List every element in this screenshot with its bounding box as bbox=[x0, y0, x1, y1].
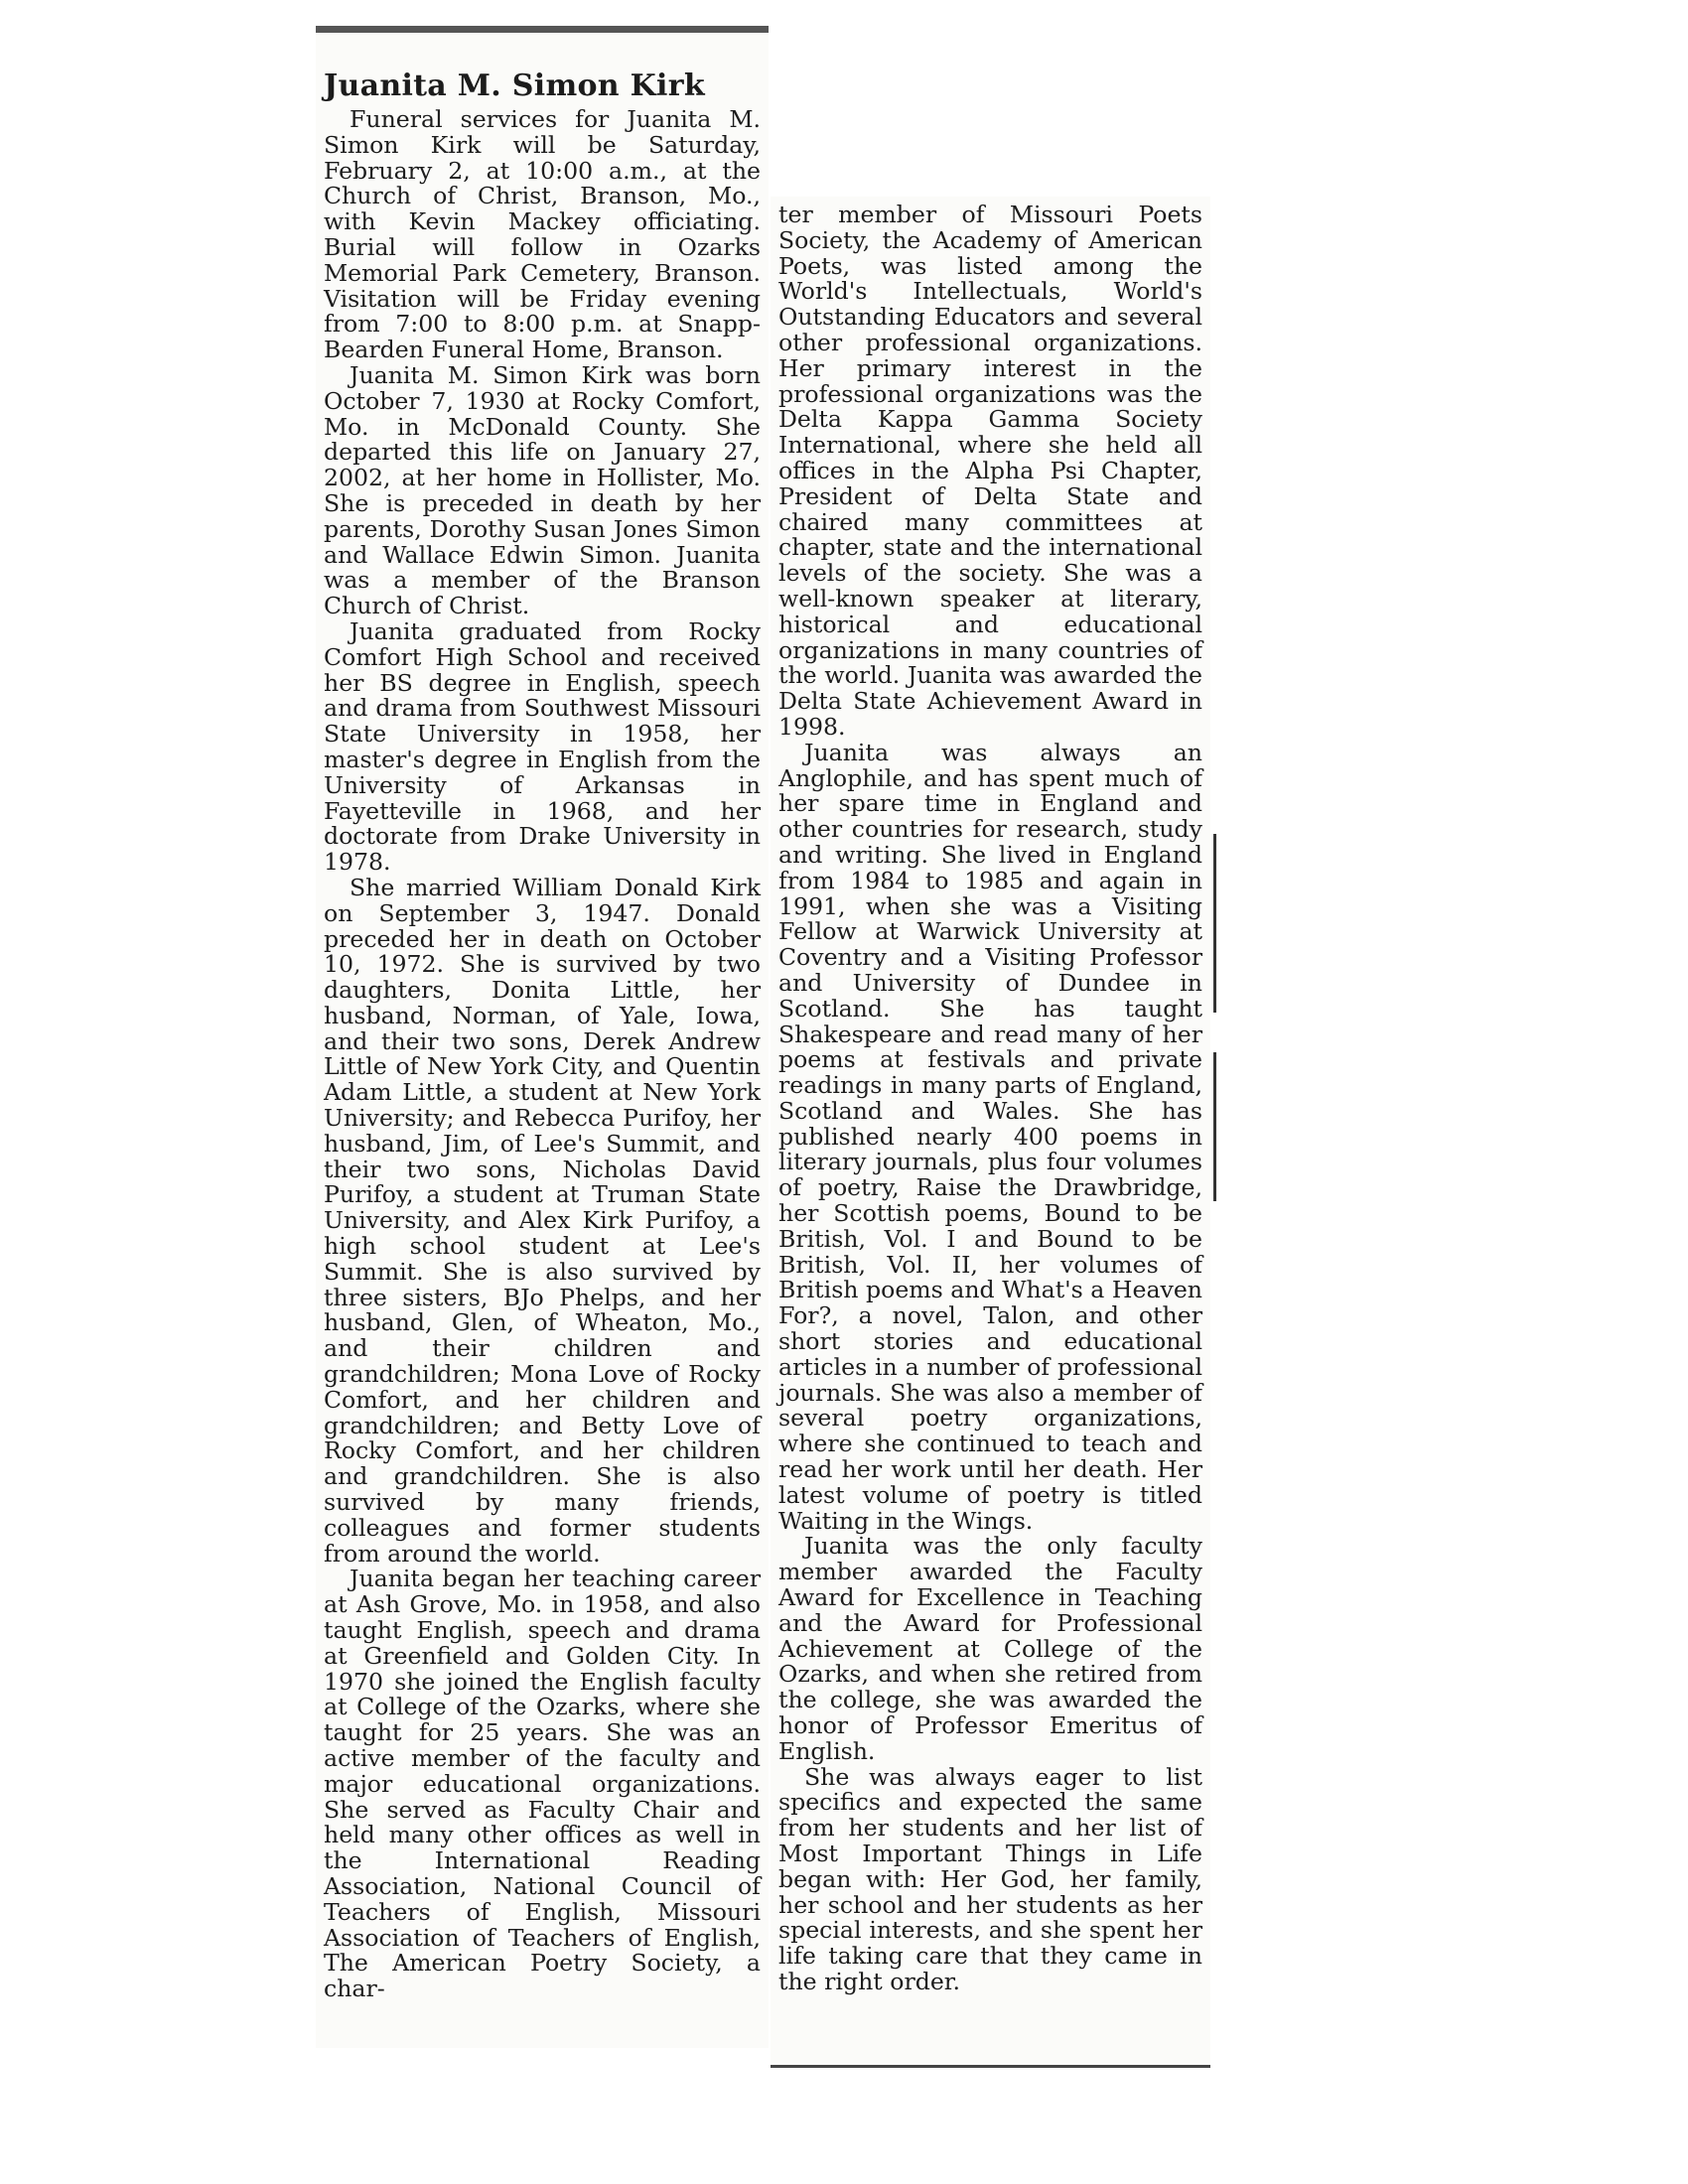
cut-column-edge bbox=[1213, 1052, 1216, 1201]
paragraph: Funeral services for Juanita M. Simon Kirk will be Saturday, February 2, at 10:00 a.m., at the Church of Christ, Branson, Mo., with Kevin Mackey officiating. Burial will follow in Ozarks Memorial Park Cemetery, Branson. Visitation will be Friday evening from 7:00 to 8:00 p.m. at Snapp-Bearden Funeral Home, Branson. bbox=[324, 105, 761, 364]
obituary-headline: Juanita M. Simon Kirk bbox=[324, 68, 705, 103]
article-body-left bbox=[324, 107, 761, 2002]
clipping-column-left bbox=[316, 26, 769, 2048]
cut-column-edge bbox=[1213, 834, 1216, 1013]
paragraph: Juanita was always an Anglophile, and has spent much of her spare time in England and other countries for research, study and writing. She lived in England from 1984 to 1985 and again in 1991, when she was a Visiting Fellow at Warwick University at Coventry and a Visiting Professor and University of Dundee in Scotland. She has taught Shakespeare and read many of her poems at festivals and private readings in many parts of England, Scotland and Wales. She has published nearly 400 poems in literary journals, plus four volumes of poetry, Raise the Drawbridge, her Scottish poems, Bound to be British, Vol. I and Bound to be British, Vol. II, her volumes of British poems and What's a Heaven For?, a novel, Talon, and other short stories and educational articles in a number of professional journals. She was also a member of several poetry organizations, where she continued to teach and read her work until her death. Her latest volume of poetry is titled Waiting in the Wings. bbox=[778, 738, 1202, 1535]
clipping-column-right bbox=[771, 197, 1210, 2068]
bottom-rule bbox=[771, 2065, 1210, 2068]
paragraph-continued: ter member of Missouri Poets Society, the Academy of American Poets, was listed among the World's Intellectuals, World's Outstanding Educators and several other professional organizations. Her primary interest in the professional organizations was the Delta Kappa Gamma Society International, where she held all offices in the Alpha Psi Chapter, President of Delta State and chaired many committees at chapter, state and the international levels of the society. She was a well-known speaker at literary, historical and educational organizations in many countries of the world. Juanita was awarded the Delta State Achievement Award in 1998. bbox=[778, 201, 1202, 741]
article-body-right bbox=[778, 203, 1202, 1995]
paragraph: Juanita was the only faculty member awarded the Faculty Award for Excellence in Teaching and the Award for Professional Achievement at College of the Ozarks, and when she retired from the college, she was awarded the honor of Professor Emeritus of English. bbox=[778, 1532, 1202, 1765]
paragraph: She was always eager to list specifics and expected the same from her students and her list of Most Important Things in Life began with: Her God, her family, her school and her students as her special interests, and she spent her life taking care that they came in the right order. bbox=[778, 1762, 1202, 1995]
paragraph: Juanita graduated from Rocky Comfort High School and received her BS degree in English, speech and drama from Southwest Missouri State University in 1958, her master's degree in English from the University of Arkansas in Fayetteville in 1968, and her doctorate from Drake University in 1978. bbox=[324, 616, 761, 877]
paragraph: She married William Donald Kirk on September 3, 1947. Donald preceded her in death on October 10, 1972. She is survived by two daughters, Donita Little, her husband, Norman, of Yale, Iowa, and their two sons, Derek Andrew Little of New York City, and Quentin Adam Little, a student at New York University; and Rebecca Purifoy, her husband, Jim, of Lee's Summit, and their two sons, Nicholas David Purifoy, a student at Truman State University, and Alex Kirk Purifoy, a high school student at Lee's Summit. She is also survived by three sisters, BJo Phelps, and her husband, Glen, of Wheaton, Mo., and their children and grandchildren; Mona Love of Rocky Comfort, and her children and grandchildren; and Betty Love of Rocky Comfort, and her children and grandchildren. She is also survived by many friends, colleagues and former students from around the world. bbox=[324, 873, 761, 1568]
paragraph: Juanita began her teaching career at Ash Grove, Mo. in 1958, and also taught English, speech and drama at Greenfield and Golden City. In 1970 she joined the English faculty at College of the Ozarks, where she taught for 25 years. She was an active member of the faculty and major educational organizations. She served as Faculty Chair and held many other offices as well in the International Reading Association, National Council of Teachers of English, Missouri Association of Teachers of English, The American Poetry Society, a char- bbox=[324, 1565, 761, 2003]
paragraph: Juanita M. Simon Kirk was born October 7, 1930 at Rocky Comfort, Mo. in McDonald County. She departed this life on January 27, 2002, at her home in Hollister, Mo. She is preceded in death by her parents, Dorothy Susan Jones Simon and Wallace Edwin Simon. Juanita was a member of the Branson Church of Christ. bbox=[324, 360, 761, 620]
